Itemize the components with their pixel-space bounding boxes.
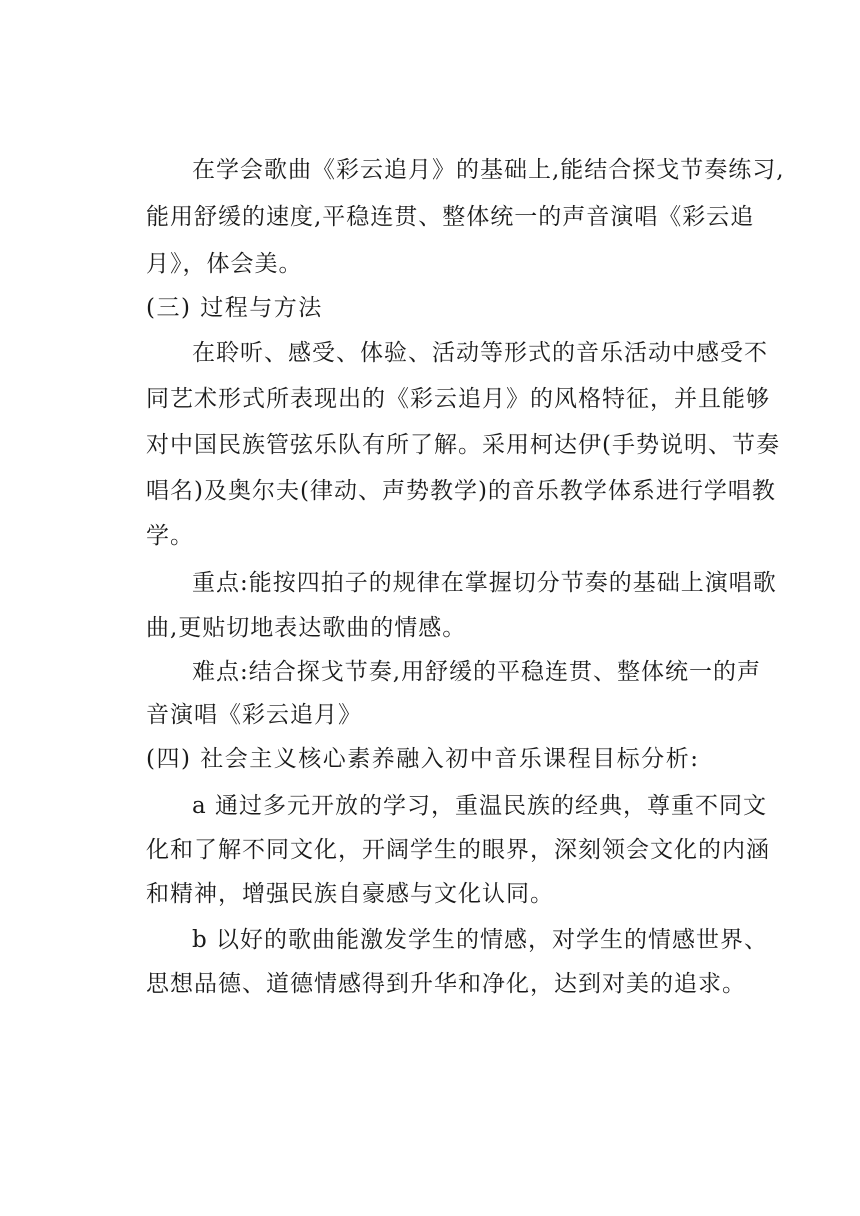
para1-line-2: 能用舒缓的速度,平稳连贯、整体统一的声音演唱《彩云追 xyxy=(146,204,755,230)
key-point-line-2: 曲,更贴切地表达歌曲的情感。 xyxy=(146,615,467,641)
item-b-line-2: 思想品德、道德情感得到升华和净化，达到对美的追求。 xyxy=(146,971,746,997)
para2-line-1: 在聆听、感受、体验、活动等形式的音乐活动中感受不 xyxy=(192,340,768,366)
difficulty-line-2: 音演唱《彩云追月》 xyxy=(146,702,362,728)
item-a-line-2: 化和了解不同文化，开阔学生的眼界，深刻领会文化的内涵 xyxy=(146,837,770,863)
item-a-line-1: a 通过多元开放的学习，重温民族的经典，尊重不同文 xyxy=(192,793,768,819)
item-b-line-1: b 以好的歌曲能激发学生的情感，对学生的情感世界、 xyxy=(192,927,769,953)
key-point-line-1: 重点:能按四拍子的规律在掌握切分节奏的基础上演唱歌 xyxy=(192,570,777,596)
section-heading-4: (四) 社会主义核心素养融入初中音乐课程目标分析: xyxy=(146,746,700,772)
para2-line-3: 对中国民族管弦乐队有所了解。采用柯达伊(手势说明、节奏 xyxy=(146,432,780,458)
item-a-line-3: 和精神，增强民族自豪感与文化认同。 xyxy=(146,881,554,907)
para2-line-2: 同艺术形式所表现出的《彩云追月》的风格特征，并且能够 xyxy=(146,386,770,412)
difficulty-line-1: 难点:结合探戈节奏,用舒缓的平稳连贯、整体统一的声 xyxy=(192,659,762,685)
para1-line-3: 月》，体会美。 xyxy=(146,251,303,277)
section-heading-3: (三) 过程与方法 xyxy=(146,295,323,321)
para1-line-1: 在学会歌曲《彩云追月》的基础上,能结合探戈节奏练习, xyxy=(192,157,785,183)
para2-line-5: 学。 xyxy=(146,523,194,549)
para2-line-4: 唱名)及奥尔夫(律动、声势教学)的音乐教学体系进行学唱教 xyxy=(146,478,776,504)
